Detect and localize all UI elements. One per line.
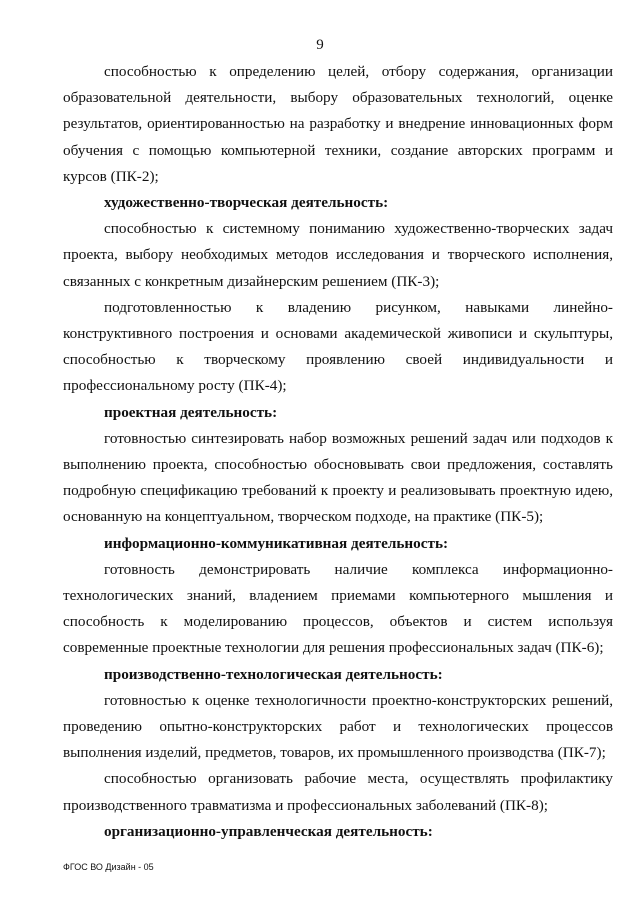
- document-body: [63, 59, 613, 845]
- section-heading-management: организационно-управленческая деятельность:: [104, 822, 433, 840]
- paragraph-pk6: готовность демонстрировать наличие комплекса информационно-технологических знаний, владением приемами компьютерного мышления и способность к моделированию процессов, объектов и систем используя современные проектные технологии для решения профессиональных задач (ПК-6);: [63, 560, 613, 657]
- paragraph-pk2: способностью к определению целей, отбору содержания, организации образовательной деятельности, выбору образовательных технологий, оценке результатов, ориентированностью на разработку и внедрение инновационных форм обучения с помощью компьютерной техники, создание авторских программ и курсов (ПК-2);: [63, 63, 613, 185]
- footer-document-code: ФГОС ВО Дизайн - 05: [63, 862, 154, 872]
- section-heading-production: производственно-технологическая деятельность:: [104, 665, 443, 683]
- paragraph-pk7: готовностью к оценке технологичности проектно-конструкторских решений, проведению опытно-конструкторских работ и технологических процессов выполнения изделий, предметов, товаров, их промышленного производства (ПК-7);: [63, 691, 613, 762]
- section-heading-art: художественно-творческая деятельность:: [104, 194, 389, 212]
- page-number: 9: [316, 37, 324, 53]
- section-heading-info: информационно-коммуникативная деятельность:: [104, 534, 449, 552]
- paragraph-pk4: подготовленностью к владению рисунком, навыками линейно-конструктивного построения и основами академической живописи и скульптуры, способностью к творческому проявлению своей индивидуальности и профессиональному росту (ПК-4);: [63, 298, 613, 395]
- paragraph-pk5: готовностью синтезировать набор возможных решений задач или подходов к выполнению проекта, способностью обосновывать свои предложения, составлять подробную спецификацию требований к проекту и реализовывать проектную идею, основанную на концептуальном, творческом подходе, на практике (ПК-5);: [63, 429, 613, 526]
- paragraph-pk8: способностью организовать рабочие места, осуществлять профилактику производственного травматизма и профессиональных заболеваний (ПК-8);: [63, 770, 613, 814]
- section-heading-project: проектная деятельность:: [104, 403, 278, 421]
- paragraph-pk3: способностью к системному пониманию художественно-творческих задач проекта, выбору необходимых методов исследования и творческого исполнения, связанных с конкретным дизайнерским решением (ПК-3);: [63, 220, 613, 290]
